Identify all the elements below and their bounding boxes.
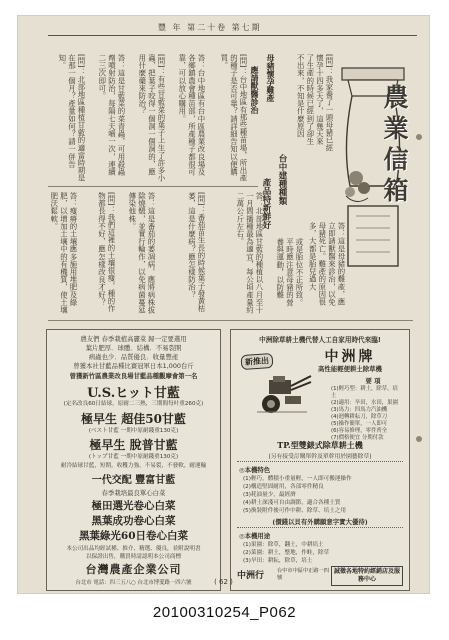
uses-title: ◎本機用途 <box>239 532 271 540</box>
model-note: (另有接受訂購單幹及單幹用於園藝除草) <box>268 454 372 460</box>
ad-brand: 極早生 超佳50甘藍 <box>81 412 186 426</box>
article-subtitle: 母豬懷孕難產 <box>266 54 276 102</box>
dealer-notice: 誠徵各地特約經銷店及服務中心 <box>331 566 403 586</box>
spec-item: (7)價格便宜 分期付款 <box>331 435 384 441</box>
running-header: 豐 年 第二十卷 第七期 <box>158 23 262 32</box>
section-divider <box>48 320 413 321</box>
ad-subline: 高性能輕便耕土除草機 <box>318 365 382 373</box>
spec-title: 要 項 <box>365 377 381 385</box>
spec-item: (3)馬力：四馬力汽油機 <box>331 407 388 413</box>
ad-text: 葉片肥厚．球體．結構．不易裂開 <box>85 344 182 352</box>
spec-list <box>331 386 401 442</box>
article-column: [問]：有些甘藍菜的葉子上生了許多小蟲，把葉子咬得一個洞一個洞的，應用什麼藥來防治？ <box>137 54 166 182</box>
model-name: TP.型雙錶式除草耕土機 <box>277 440 363 450</box>
article-column: [問]：台中地區有那些種苗場，所出產的種子是否可靠？請詳細告知以便購買。 <box>219 54 248 182</box>
header-rule <box>48 35 417 36</box>
ad-note: (定名改良60日結球，原耐二三熱，三期間每叶重260克) <box>63 401 204 407</box>
article-column: 答：這是甘藍菜的菜青蟲，可用殺蟲劑噴射防治，每隔七天噴一次，連續二三次即可。 <box>97 54 126 176</box>
ad-brand: 一代交配 豐富甘藍 <box>91 475 176 486</box>
article-column: 答：瘦瘠的土壤應多施用堆肥及綠肥，以增加土壤中的有機質，使土壤肥沃鬆軟。 <box>50 192 78 314</box>
divider <box>237 527 403 528</box>
archive-caption: 20100310254_P062 <box>152 604 297 621</box>
article-column: [問]：北部地區種植甘藍的適當時期是在那一個月？產量如何？請一併告知。 <box>57 54 86 182</box>
ad-note: (トップ甘藍 一期中原耐錢重130克) <box>88 454 179 460</box>
ad-text: 曾獲新竹區農業改良場甘藍品種觀摩會第一名 <box>69 372 198 380</box>
page-number: ( 62 ) <box>214 578 233 586</box>
article-subtitle: 產品特新鮮好 <box>261 178 271 229</box>
masthead <box>338 66 408 271</box>
use-item: (3)旱田：耕耘，除草，培土 <box>243 558 313 564</box>
punch-hole <box>416 436 422 442</box>
ad-brand: 黑葉綠光60日卷心白菜 <box>78 530 189 542</box>
spec-item: (5)操作簡單，一人即可 <box>331 421 388 427</box>
ad-text: 曾獲本社甘藍品種比賽冠軍日本1,000台斤 <box>73 362 194 370</box>
use-item: (1)果園：除草，翻土，中耕培土 <box>243 542 324 548</box>
article-column: 答：台中地區有台中區農業改良場及各鄉鎮農會種苗部，所產種子都很可靠，可以放心購用。 <box>177 54 206 176</box>
article-column: 答：這是母豬的難產，應立即請獸醫來診治，以免母豬死亡。難產的原因很多，大都是胎兒過大 <box>308 222 346 306</box>
ad-note: 耐冷結球甘藍，短期，收穫力強，不易裂，不發軟，耐運輸 <box>60 463 207 469</box>
feature-item: (2)構造堅固耐用，各部零件精良 <box>243 484 324 490</box>
column-divider <box>48 186 258 187</box>
ad-brand: U.S.ヒット甘藍 <box>87 386 180 401</box>
ad-brand: 極早生 脫普甘藍 <box>89 438 178 452</box>
use-item: (2)菜園：耕土，整地，作畦，除草 <box>243 550 330 556</box>
ad-text: 農友們 春季栽植高麗菜 歸一定要選用 <box>80 335 187 343</box>
article-column: [問]：我家養了一頭母豬已經懷孕十四多天了，這幾天來了生產的時候已經到了卻生不出來，不知是什麼原因 <box>296 54 334 152</box>
contact-address: 台中市中區中正路一四號 <box>277 568 329 581</box>
new-release-stamp: 新推出 <box>241 353 274 370</box>
article-subtitle: 台中建種種類 <box>277 154 287 205</box>
ad-seed-company <box>46 329 221 591</box>
contact-name: 中洲行 <box>237 571 265 581</box>
ad-headline: 中洲除草耕土機代替人工自家用時代來臨! <box>259 336 381 344</box>
feature-item: (1)輕巧，體積小重量輕，一人即可搬運操作 <box>243 476 352 482</box>
feature-item: (5)換裝附件後可作中耕、除草、培土之用 <box>243 508 347 514</box>
spec-item: (2)適用：旱田，水田，果園 <box>331 400 398 406</box>
spec-item: (6)容易修理，零件齊全 <box>331 428 388 434</box>
ad-text: 病蟲也少．品質優良．收量豐產 <box>88 353 179 361</box>
ad-text: 本公司出品均經試種、推介、精選、優良，並附說明書 <box>66 546 201 552</box>
magazine-page <box>18 16 429 593</box>
feature-item: (3)耗油量少，最經濟 <box>243 492 296 498</box>
ad-text: 以保證出售，購買時請認明本公司商標 <box>85 554 182 560</box>
warranty-note: (價錢以貝有外購願意字實大優待) <box>272 518 368 526</box>
ad-brand: 中洲牌 <box>324 349 376 365</box>
article-column: 或是胎位不正所致。平時應注意母豬的營養與運動，以防難 <box>276 238 304 307</box>
feature-item: (4)耕土深淺可自由調節，適合各種土質 <box>243 500 341 506</box>
article-column: [問]：番茄苗生長的時候葉子發黃枯萎，這是什麼病？應怎樣防治？ <box>187 192 206 313</box>
spec-item: (4)迴轉耕耘刀，除草刀 <box>331 414 388 420</box>
spec-item: (1)輕巧型：耕土，除草，培土 <box>331 386 398 399</box>
ad-address: 台北市 電話：四三五八○ 台北市博愛路一四六號 <box>75 580 192 586</box>
divider <box>237 461 403 462</box>
punch-hole <box>416 134 422 140</box>
masthead-title: 農業信箱 <box>380 84 409 208</box>
article-column: [問]：我們這裡的土壤很瘦，種的作物都長得不好，應怎樣改良才好？ <box>97 192 116 313</box>
article-column: 答：北部地區甘藍的種植以八月至十一月間播種最為適宜，每公頃產量約二萬公斤左右。 <box>235 192 264 314</box>
features-title: ◎本機特色 <box>239 466 271 474</box>
ad-text: 春季栽培最良單心白菜 <box>101 489 166 497</box>
ad-note: (ベスト甘藍 一期中原耐錢重130克) <box>88 428 179 434</box>
ad-brand: 黑葉成功卷心白菜 <box>91 515 176 527</box>
article-column: 答：這是番茄的萎凋病，應將病株拔除燒燬，並實行輪作，以免病菌蔓延傳染他株。 <box>127 192 156 314</box>
ad-brand: 極田選光卷心白菜 <box>91 500 176 512</box>
tiller-illustration <box>255 372 313 416</box>
ad-company-name: 台灣農產企業公司 <box>85 563 182 576</box>
article-subtitle: 應請獸醫診治 <box>250 66 260 114</box>
ad-tiller-machine <box>230 329 410 591</box>
